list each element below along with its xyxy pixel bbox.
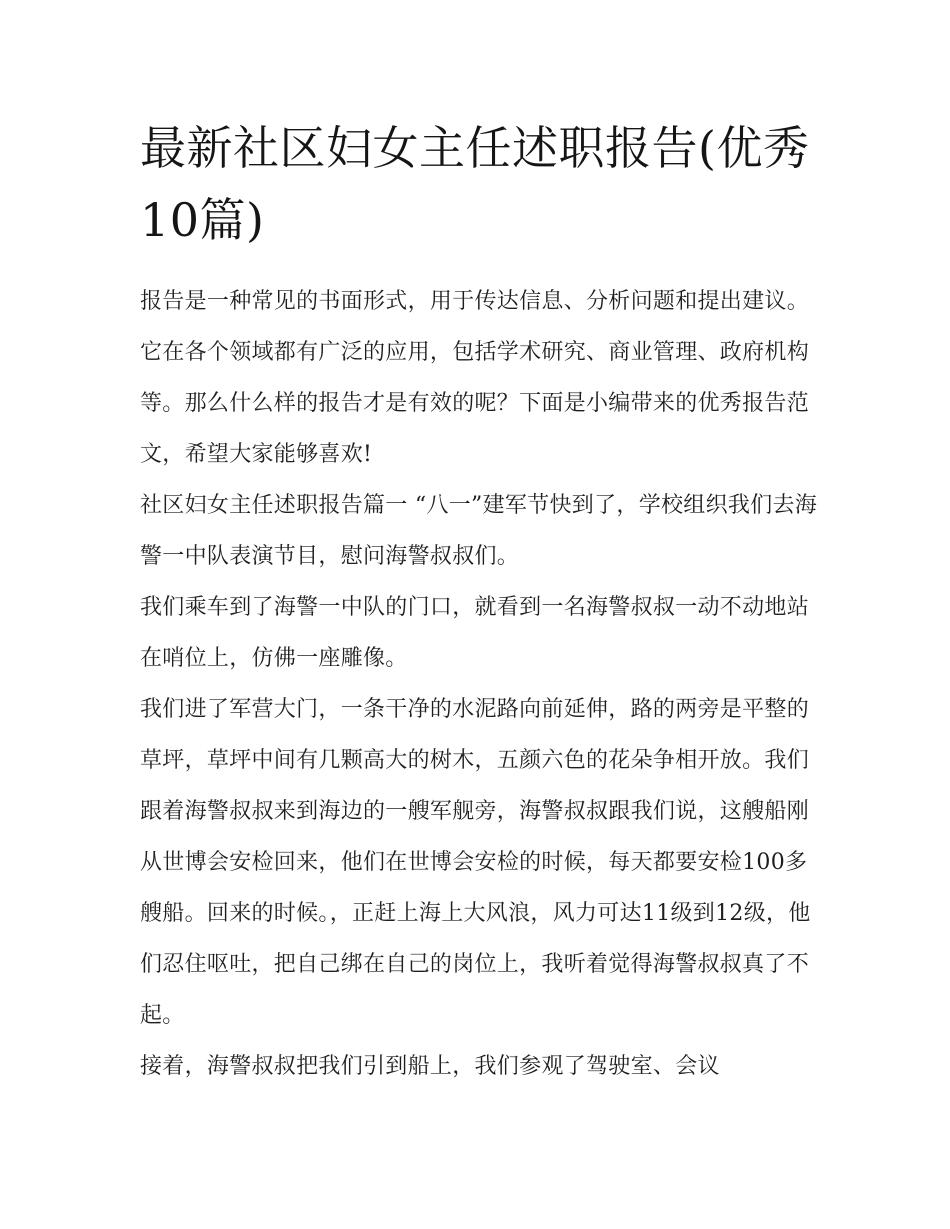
paragraph-ship-tour: 接着，海警叔叔把我们引到船上，我们参观了驾驶室、会议 bbox=[140, 1054, 720, 1079]
paragraph-arrival: 我们乘车到了海警一中队的门口，就看到一名海警叔叔一动不动地站在哨位上，仿佛一座雕像。 bbox=[140, 595, 810, 671]
document-body bbox=[140, 276, 820, 1092]
paragraph-section-one: 社区妇女主任述职报告篇一 “八一”建军节快到了，学校组织我们去海警一中队表演节目，慰问海警叔叔们。 bbox=[140, 493, 818, 569]
document-title: 最新社区妇女主任述职报告(优秀10篇) bbox=[140, 121, 810, 247]
paragraph-camp: 我们进了军营大门，一条干净的水泥路向前延伸，路的两旁是平整的草坪，草坪中间有几颗高大的树木，五颜六色的花朵争相开放。我们跟着海警叔叔来到海边的一艘军舰旁，海警叔叔跟我们说，这艘船刚从世博会安检回来，他们在世博会安检的时候，每天都要安检100多艘船。回来的时候。，正赶上海上大风浪，风力可达11级到12级，他们忍住呕吐，把自己绑在自己的岗位上，我听着觉得海警叔叔真了不起。 bbox=[140, 697, 811, 1028]
paragraph-intro: 报告是一种常见的书面形式，用于传达信息、分析问题和提出建议。它在各个领域都有广泛的应用，包括学术研究、商业管理、政府机构等。那么什么样的报告才是有效的呢？下面是小编带来的优秀报告范文，希望大家能够喜欢! bbox=[140, 289, 810, 467]
document-page bbox=[140, 112, 820, 1092]
